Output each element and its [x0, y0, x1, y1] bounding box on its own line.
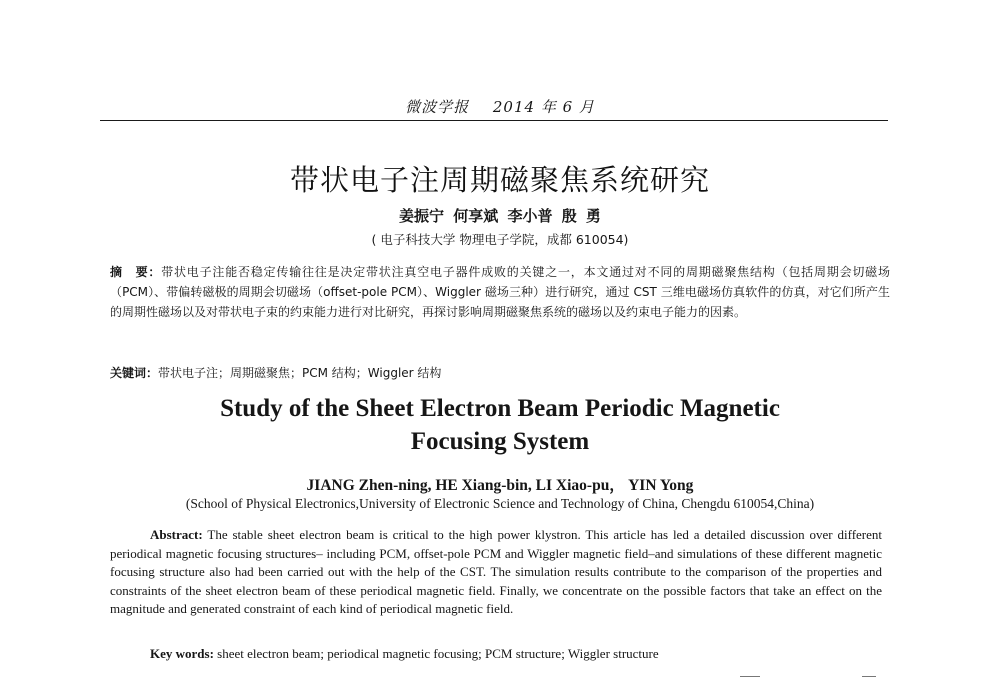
english-affiliation: (School of Physical Electronics,University of Electronic Science and Technology of China, Chengdu 610054,China) [185, 496, 815, 511]
english-keywords-text: sheet electron beam; periodical magnetic focusing; PCM structure; Wiggler structure [217, 646, 659, 661]
chinese-affiliation: ( 电子科技大学 物理电子学院，成都 610054) [371, 232, 629, 247]
chinese-title: 带状电子注周期磁聚焦系统研究 [289, 163, 710, 197]
english-abstract-text: The stable sheet electron beam is critical to the high power klystron. This article has led a detailed discussion over different periodical magnetic focusing structures– including PCM, offset-pole PCM and Wiggler magnetic field–and simulations of these different magnetic focusing structure also had been carried out with the help of the CST. The simulation results contribute to the comparison of the properties and constraints of the sheet electron beam of these periodical magnetic field. Finally, we concentrate on the possible factors that take an effect on the magnitude and generated constraint of each kind of periodical magnetic field. [110, 527, 882, 616]
english-keywords [150, 645, 890, 663]
running-header [0, 96, 1000, 117]
chinese-abstract-text: 带状电子注能否稳定传输往往是决定带状注真空电子器件成败的关键之一，本文通过对不同的周期磁聚焦结构（包括周期会切磁场（PCM）、带偏转磁极的周期会切磁场（offset-pole PCM）、Wiggler 磁场三种）进行研究，通过 CST 三维电磁场仿真软件的仿真，对它们所产生的周期性磁场以及对带状电子束的约束能力进行对比研究，再探讨影响周期磁聚焦系统的磁场以及约束电子能力的因素。 [110, 265, 890, 319]
chinese-keywords-label: 关键词： [110, 366, 159, 380]
english-title [0, 392, 1000, 458]
english-abstract-label: Abstract: [150, 527, 203, 542]
english-abstract [110, 526, 882, 619]
chinese-abstract [110, 262, 890, 322]
issue-date: 2014 年 6 月 [492, 98, 595, 116]
scan-artifact [862, 676, 876, 677]
chinese-authors: 姜振宁 何享斌 李小普 殷 勇 [399, 207, 601, 225]
chinese-keywords-text: 带状电子注；周期磁聚焦；PCM 结构；Wiggler 结构 [158, 366, 442, 380]
journal-name: 微波学报 [405, 98, 470, 116]
english-title-line-1: Study of the Sheet Electron Beam Periodic Magnetic [220, 395, 780, 422]
english-keywords-label: Key words: [150, 646, 214, 661]
scan-artifact [740, 676, 760, 677]
header-rule [100, 120, 888, 121]
chinese-abstract-label: 摘 要： [110, 265, 162, 279]
english-title-line-2: Focusing System [410, 428, 590, 455]
english-authors: JIANG Zhen-ning, HE Xiang-bin, LI Xiao-pu， YIN Yong [306, 477, 694, 494]
chinese-keywords [110, 363, 890, 383]
